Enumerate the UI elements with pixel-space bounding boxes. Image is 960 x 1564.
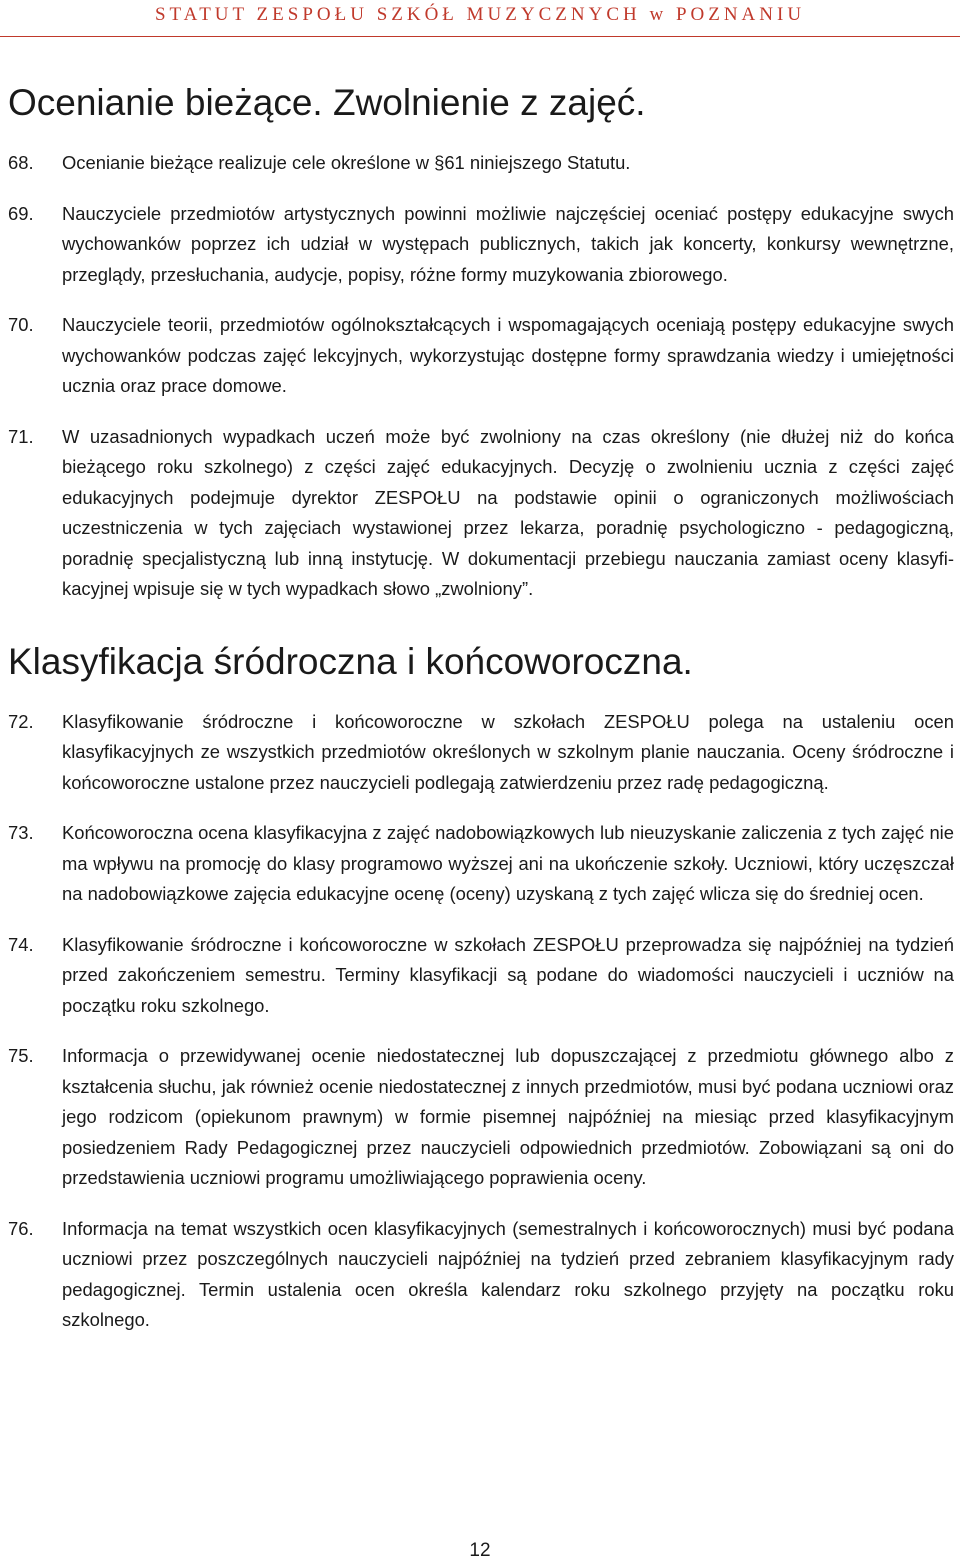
paragraph-72	[8, 707, 954, 799]
paragraph-text: Nauczyciele przedmiotów artystycznych powinni możliwie najczęściej oceniać postępy edukacyjne swych wychowanków poprzez ich udział w występach publicznych, takich jak koncerty, konkursy wewnętrzne, przeglądy, przesłuchania, audycje, popisy, różne formy muzykowania zbiorowego.	[62, 202, 954, 285]
paragraph-71	[8, 422, 954, 605]
paragraph-text: Klasyfikowanie śródroczne i końcoworoczne w szkołach ZESPOŁU polega na ustaleniu ocen klasyfikacyjnych ze wszystkich przedmiotów określonych w szkolnym planie nauczania. Oceny śródroczne i końcoworoczne ustalone przez nauczycieli podlegają zatwierdzeniu przez radę pedagogiczną.	[62, 710, 954, 793]
paragraph-69	[8, 199, 954, 291]
paragraph-number: 68.	[8, 152, 34, 173]
header-rule	[0, 36, 960, 37]
page-number: 12	[469, 1540, 491, 1561]
paragraph-number: 76.	[8, 1217, 34, 1239]
paragraph-text: Ocenianie bieżące realizuje cele określone w §61 niniejszego Statutu.	[62, 152, 631, 173]
section-title: Ocenianie bieżące. Zwolnienie z zajęć.	[8, 82, 646, 123]
paragraph-text: Klasyfikowanie śródroczne i końcoworoczne w szkołach ZESPOŁU przeprowadza się najpóźniej na tydzień przed zakończeniem semestru. Terminy klasyfikacji są podane do wiadomości nauczycieli i uczniów na początku roku szkolnego.	[62, 933, 954, 1016]
paragraph-number: 73.	[8, 822, 34, 843]
paragraph-number: 71.	[8, 425, 34, 447]
paragraph-text: Nauczyciele teorii, przedmiotów ogólnokształcących i wspomagających oceniają postępy edukacyjne swych wychowanków podczas zajęć lekcyjnych, wykorzystując dostępne formy sprawdzania wiedzy i umiejętności ucznia oraz prace domowe.	[62, 314, 954, 396]
paragraph-number: 74.	[8, 933, 34, 955]
paragraph-73	[8, 818, 954, 910]
section-title: Klasyfikacja śródroczna i końcoworoczna.	[8, 640, 693, 682]
paragraph-number: 72.	[8, 710, 34, 732]
paragraph-text: Końcoworoczna ocena klasyfikacyjna z zajęć nadobowiązkowych lub nieuzyskanie zaliczenia z tych zajęć nie ma wpływu na promocję do klasy programowo wyższej ani na ukończenie szkoły. Uczniowi, który uczęszczał na nadobowiązkowe zajęcia edukacyjne ocenę (oceny) uzyskaną z tych zajęć wlicza się do średniej ocen.	[62, 822, 954, 904]
paragraph-text: W uzasadnionych wypadkach uczeń może być zwolniony na czas określony (nie dłużej niż do końca bieżącego roku szkolnego) z części zajęć edukacyjnych. Decyzję o zwolnieniu ucznia z części zajęć edukacyjnych podejmuje dyrektor ZESPOŁU na podstawie opinii o ograniczonych możliwościach uczestniczenia w tych zajęciach wystawionej przez lekarza, poradnię psychologiczno - pedagogiczną, poradnię specjalistyczną lub inną instytucję. W dokumentacji przebiegu nauczania zamiast oceny klasyfikacyjnej wpisuje się w tych wypadkach słowo „zwolniony”.	[62, 425, 954, 599]
section-current-assessment	[8, 78, 954, 605]
paragraph-number: 70.	[8, 314, 34, 335]
section-classification	[8, 637, 954, 1336]
paragraph-74	[8, 930, 954, 1022]
paragraph-number: 75.	[8, 1045, 34, 1066]
paragraph-text: Informacja na temat wszystkich ocen klasyfikacyjnych (semestralnych i końcoworocznych) musi być podana uczniowi przez poszczególnych nauczycieli najpóźniej na tydzień przed zebraniem klasyfikacyjnym rady pedagogicznej. Termin ustalenia ocen określa kalendarz roku szkolnego przyjęty na początku roku szkolnego.	[62, 1217, 954, 1330]
paragraph-75	[8, 1041, 954, 1194]
running-header: STATUT ZESPOŁU SZKÓŁ MUZYCZNYCH w POZNANIU	[154, 4, 806, 25]
paragraph-68	[8, 148, 954, 179]
paragraph-70	[8, 310, 954, 402]
paragraph-76	[8, 1214, 954, 1336]
paragraph-number: 69.	[8, 202, 34, 224]
document-body	[8, 78, 954, 1356]
paragraph-text: Informacja o przewidywanej ocenie niedostatecznej lub dopuszczającej z przedmiotu głównego albo z kształcenia słuchu, jak również ocenie niedostatecznej z innych przedmiotów, musi być podana uczniowi oraz jego rodzicom (opiekunom prawnym) w formie pisemnej najpóźniej na miesiąc przed klasyfikacyjnym posiedzeniem Rady Pedagogicznej przez nauczycieli odpowiednich przedmiotów. Zobowiązani są oni do przedstawienia uczniowi programu umożliwiającego poprawienia oceny.	[62, 1045, 954, 1188]
